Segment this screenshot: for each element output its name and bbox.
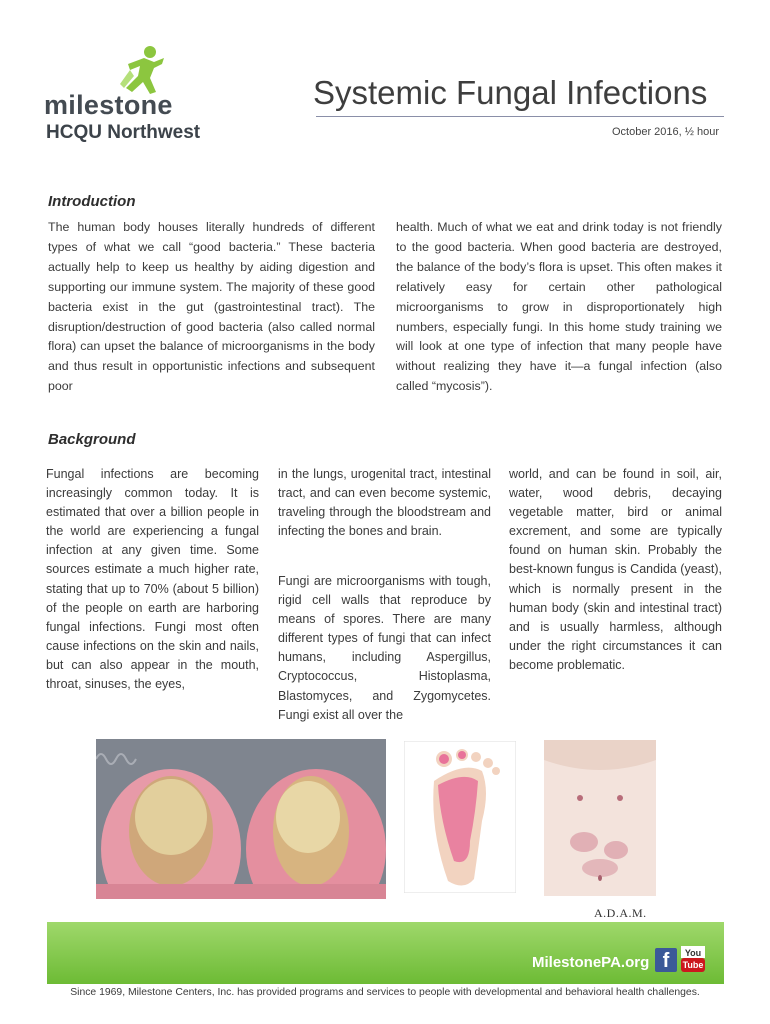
- page-title: Systemic Fungal Infections: [313, 74, 708, 111]
- introduction-heading: Introduction: [48, 193, 136, 210]
- foot-infection-illustration: [404, 741, 516, 893]
- youtube-icon-bottom-text: Tube: [682, 960, 704, 970]
- background-column-2b: Fungi are microorganisms with tough, rigid cell walls that reproduce by means of spores. There are many different types of fungi that can infect humans, including Aspergillus, Cryptococcus, Histoplasma, Blastomyces, and Zygomycetes. Fungi exist all over the: [278, 574, 491, 722]
- background-heading: Background: [48, 431, 136, 448]
- website-link[interactable]: MilestonePA.org: [532, 954, 650, 971]
- background-column-1: Fungal infections are becoming increasingly common today. It is estimated that over a billion people in the world are experiencing a fungal infection at any given time. Some sources estimate a much higher rate, stating that up to 70% (about 5 billion) of the people on earth are harboring fungal infections. Fungi most often cause infections on the skin and nails, but can also appear in the mouth, throat, sinuses, the eyes,: [46, 467, 259, 692]
- introduction-column-1: The human body houses literally hundreds of different types of what we call “good bacteria.” These bacteria actually help to keep us healthy by aiding digestion and supporting our immune system. The majority of these good bacteria exist in the gut (gastrointestinal tract). The disruption/destruction of good bacteria (also called normal flora) can upset the balance of microorganisms in the body and thus result in opportunistic infections and subsequent poor: [48, 220, 375, 394]
- banner-gradient: [47, 922, 724, 984]
- youtube-icon[interactable]: [681, 946, 705, 972]
- footer-banner: [47, 922, 724, 984]
- title-divider: [316, 116, 724, 117]
- background-column-3: world, and can be found in soil, air, water, wood debris, decaying vegetable matter, bird or animal excrement, and some are typically found on human skin. Probably the best-known fungus is Candida (yeast), which is normally present in the human body (skin and intestinal tract) and is usually harmless, although under the right circumstances it can become problematic.: [509, 467, 722, 672]
- logo-subtitle: HCQU Northwest: [46, 122, 201, 143]
- background-column-2a: in the lungs, urogenital tract, intestinal tract, and can even become systemic, traveling through the bloodstream and infecting the bones and brain.: [278, 467, 491, 539]
- facebook-icon[interactable]: f: [655, 948, 677, 972]
- adam-credit-logo: A.D.A.M.: [594, 906, 647, 920]
- introduction-column-2: health. Much of what we eat and drink today is not friendly to the good bacteria. When good bacteria are destroyed, the balance of the body’s flora is upset. This often makes it relatively easy for certain other pathological microorganisms to grow in disproportionately high numbers, especially fungi. In this home study training we will look at one type of infection that many people have without realizing they have it—a fungal infection (also called “mycosis”).: [396, 220, 722, 394]
- youtube-icon-top-text: You: [684, 948, 702, 958]
- nail-fungus-photo: [96, 739, 386, 899]
- chest-rash-photo: [544, 740, 656, 896]
- logo-wordmark: milestone: [44, 90, 173, 120]
- document-date: October 2016, ½ hour: [611, 126, 719, 138]
- footer-note: Since 1969, Milestone Centers, Inc. has provided programs and services to people with developmental and behavioral health challenges.: [70, 987, 700, 998]
